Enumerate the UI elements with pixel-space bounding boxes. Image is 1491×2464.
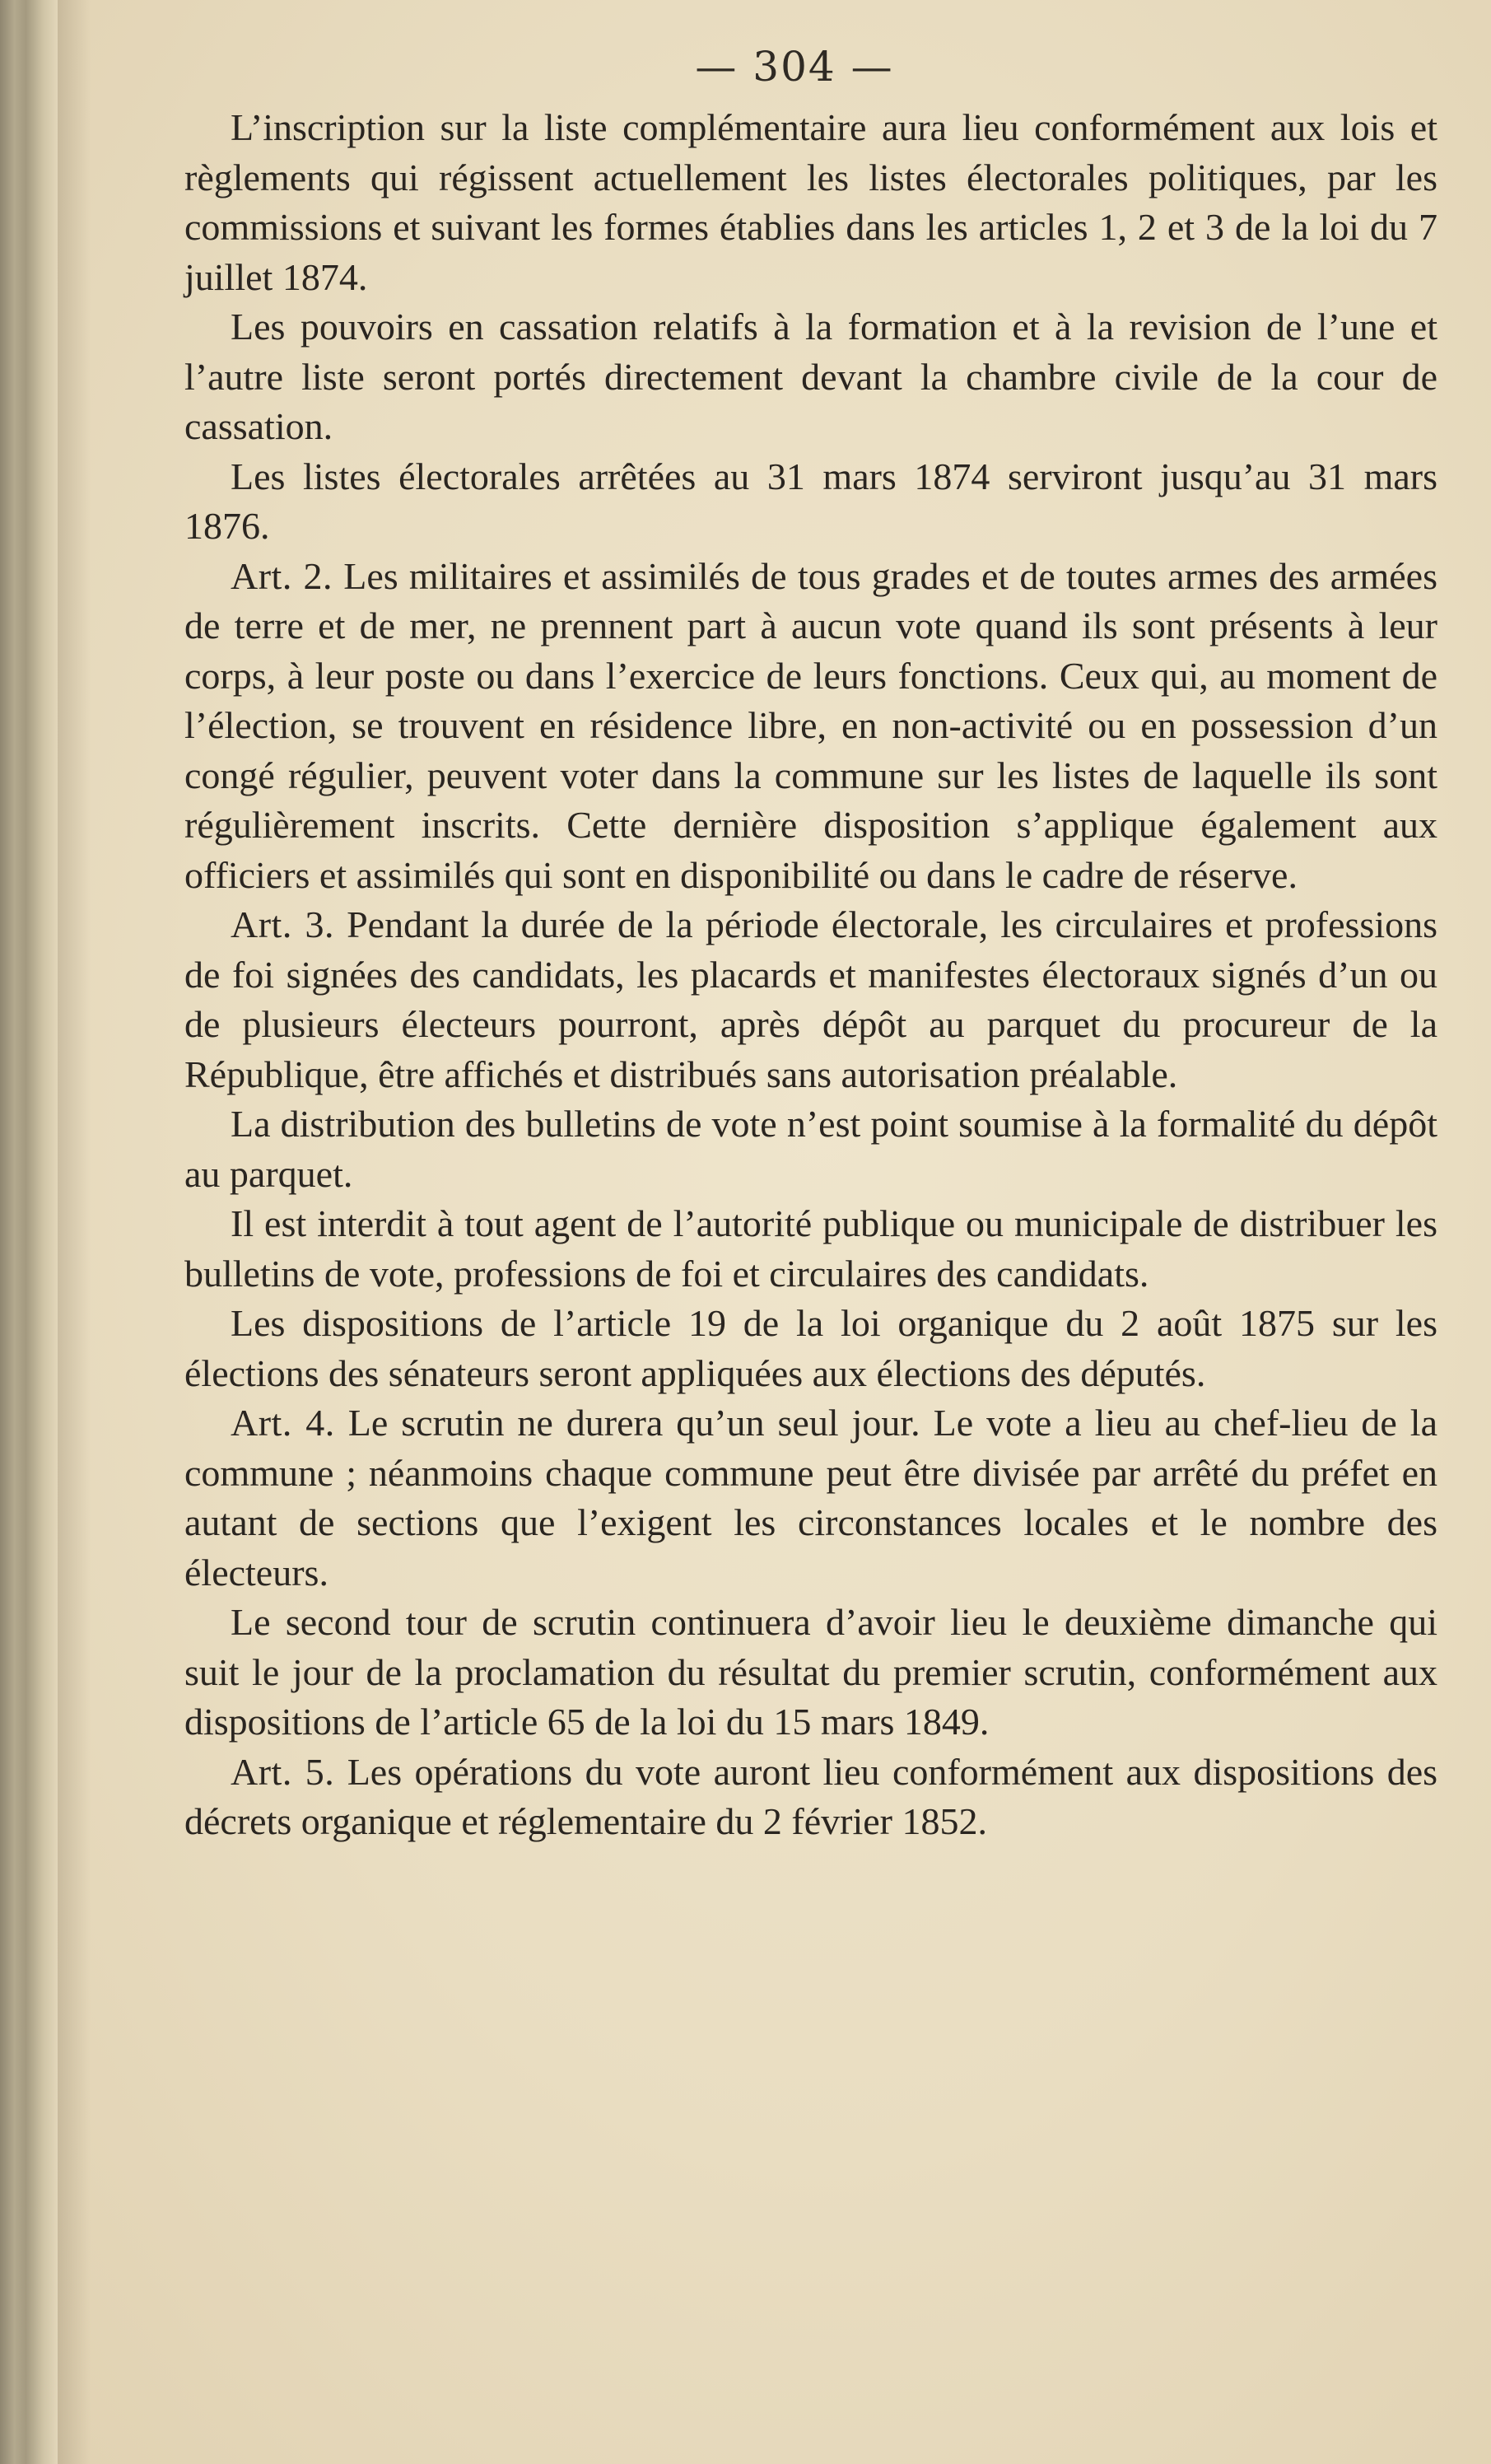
paragraph-dispositions-article-19 bbox=[184, 1299, 1437, 1398]
paragraph-interdiction-agents bbox=[184, 1199, 1437, 1299]
paragraph-text: Pendant la durée de la période électorale, les circulaires et professions de foi signées des candidats, les placards et manifestes électoraux signés d’un ou de plusieurs électeurs pourront, après dépôt au parquet du procureur de la République, être affichés et distribués sans autorisation préalable. bbox=[184, 903, 1438, 1095]
article-label: Art. 4. bbox=[231, 1402, 335, 1444]
paragraph-text: Les pouvoirs en cassation relatifs à la formation et à la revision de l’une et l’autre liste seront portés directement devant la chambre civile de la cour de cassation. bbox=[184, 306, 1437, 447]
paragraph-listes-electorales bbox=[184, 452, 1437, 552]
paragraph-text: Le scrutin ne durera qu’un seul jour. Le vote a lieu au chef-lieu de la commune ; néanmoins chaque commune peut être divisée par arrêté du préfet en autant de sections que l’exigent les circonstances locales et le nombre des électeurs. bbox=[184, 1402, 1437, 1594]
paragraph-article-5 bbox=[184, 1748, 1437, 1847]
paragraph-article-2 bbox=[184, 552, 1437, 901]
paragraph-text: L’inscription sur la liste complémentaire aura lieu conformément aux lois et règlements qui régissent actuellement les listes électorales politiques, par les commissions et suivant les formes établies dans les articles 1, 2 et 3 de la loi du 7 juillet 1874. bbox=[184, 106, 1437, 298]
paragraph-pouvoirs-cassation bbox=[184, 302, 1437, 452]
page-number: — 304 — bbox=[695, 43, 894, 91]
paragraph-text: Les listes électorales arrêtées au 31 mars 1874 serviront jusqu’au 31 mars 1876. bbox=[184, 455, 1437, 547]
article-label: Art. 2. bbox=[231, 554, 333, 597]
paragraph-article-4 bbox=[184, 1398, 1437, 1598]
paragraph-second-tour bbox=[184, 1598, 1437, 1748]
paragraph-text: Les opérations du vote auront lieu conformément aux dispositions des décrets organique et réglementaire du 2 février 1852. bbox=[184, 1750, 1438, 1842]
article-label: Art. 5. bbox=[231, 1750, 335, 1793]
paragraph-text: Il est interdit à tout agent de l’autorité publique ou municipale de distribuer les bulletins de vote, professions de foi et circulaires des candidats. bbox=[184, 1202, 1437, 1295]
paragraph-article-3 bbox=[184, 900, 1437, 1099]
paragraph-text: La distribution des bulletins de vote n’est point soumise à la formalité du dépôt au parquet. bbox=[184, 1103, 1437, 1195]
book-spine-edge bbox=[0, 0, 58, 2464]
paragraph-text: Le second tour de scrutin continuera d’avoir lieu le deuxième dimanche qui suit le jour de la proclamation du résultat du premier scrutin, conformément aux dispositions de l’article 65 de la loi du 15 mars 1849. bbox=[184, 1601, 1437, 1743]
paragraph-distribution-bulletins bbox=[184, 1099, 1437, 1199]
paragraph-text: Les dispositions de l’article 19 de la loi organique du 2 août 1875 sur les élections des sénateurs seront appliquées aux élections des députés. bbox=[184, 1302, 1437, 1394]
body-text bbox=[184, 103, 1437, 1847]
paragraph-inscription-liste-complementaire bbox=[184, 103, 1437, 302]
gutter-shadow bbox=[58, 0, 91, 2464]
paragraph-text: Les militaires et assimilés de tous grades et de toutes armes des armées de terre et de mer, ne prennent part à aucun vote quand ils sont présents à leur corps, à leur poste ou dans l’exercice de leurs fonctions. Ceux qui, au moment de l’élection, se trouvent en résidence libre, en non-activité ou en possession d’un congé régulier, peuvent voter dans la commune sur les listes de laquelle ils sont régulièrement inscrits. Cette dernière disposition s’applique également aux officiers et assimilés qui sont en disponibilité ou dans le cadre de réserve. bbox=[184, 554, 1438, 896]
article-label: Art. 3. bbox=[231, 903, 334, 945]
